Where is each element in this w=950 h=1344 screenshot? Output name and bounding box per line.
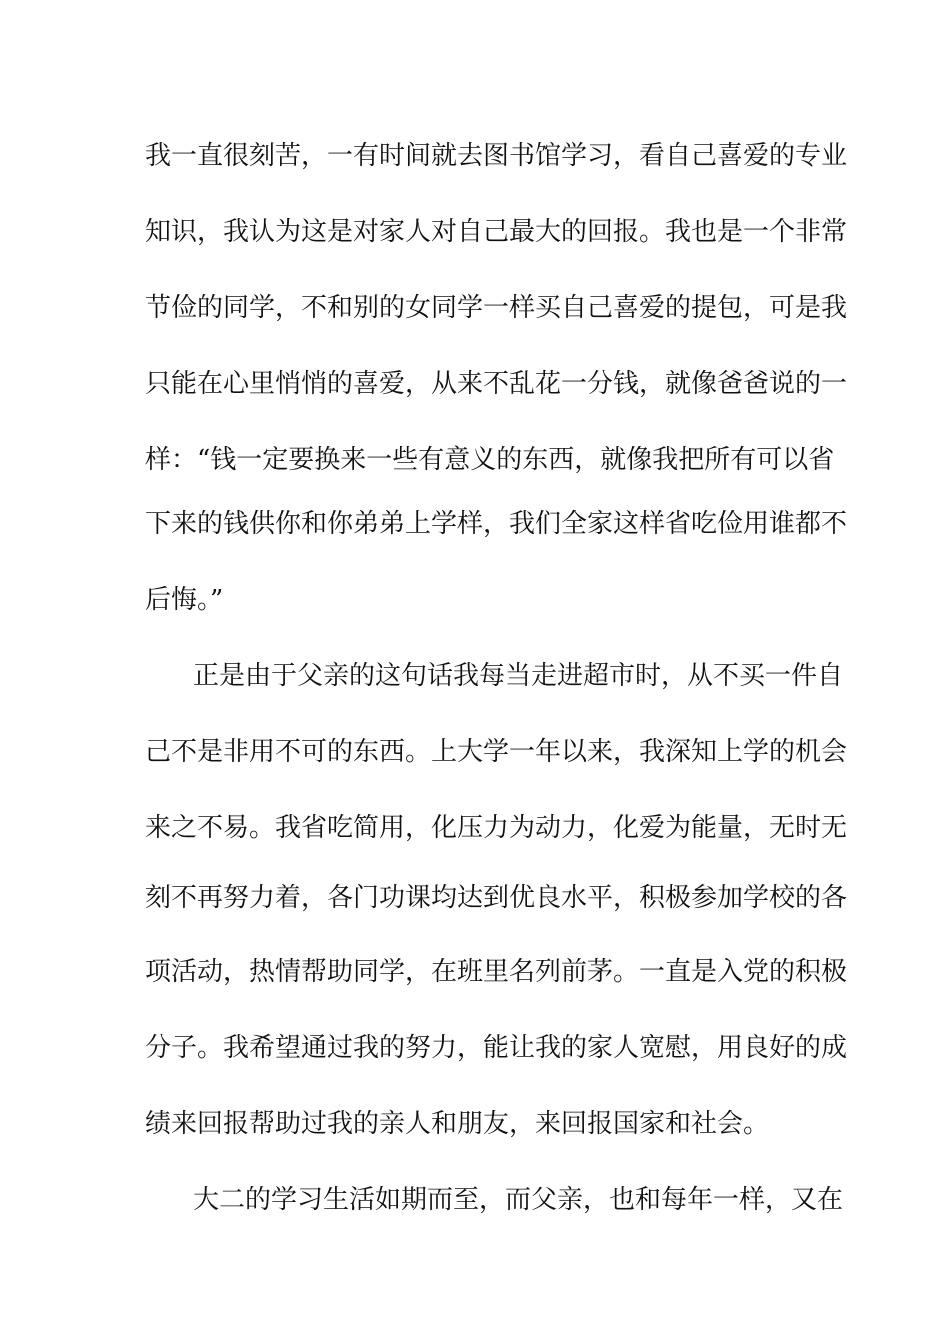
text-line: 后悔。”	[145, 585, 224, 615]
text-line: 来之不易。我省吃简用，化压力为动力，化爱为能量，无时无	[145, 813, 848, 843]
text-line: 只能在心里悄悄的喜爱，从来不乱花一分钱，就像爸爸说的一	[145, 369, 848, 399]
paragraph-first-line: 大二的学习生活如期而至，而父亲，也和每年一样，又在	[193, 1185, 844, 1215]
text-line: 己不是非用不可的东西。上大学一年以来，我深知上学的机会	[145, 737, 848, 767]
text-line: 知识，我认为这是对家人对自己最大的回报。我也是一个非常	[145, 217, 848, 247]
text-line: 刻不再努力着，各门功课均达到优良水平，积极参加学校的各	[145, 883, 848, 913]
paragraph-first-line: 正是由于父亲的这句话我每当走进超市时，从不买一件自	[193, 661, 844, 691]
text-line: 样：“钱一定要换来一些有意义的东西，就像我把所有可以省	[145, 445, 835, 475]
text-line: 绩来回报帮助过我的亲人和朋友，来回报国家和社会。	[145, 1109, 770, 1139]
text-line: 节俭的同学，不和别的女同学一样买自己喜爱的提包，可是我	[145, 293, 848, 323]
text-line: 我一直很刻苦，一有时间就去图书馆学习，看自己喜爱的专业	[145, 141, 848, 171]
text-line: 项活动，热情帮助同学，在班里名列前茅。一直是入党的积极	[145, 957, 848, 987]
text-line: 下来的钱供你和你弟弟上学样，我们全家这样省吃俭用谁都不	[145, 509, 848, 539]
text-line: 分子。我希望通过我的努力，能让我的家人宽慰，用良好的成	[145, 1033, 848, 1063]
